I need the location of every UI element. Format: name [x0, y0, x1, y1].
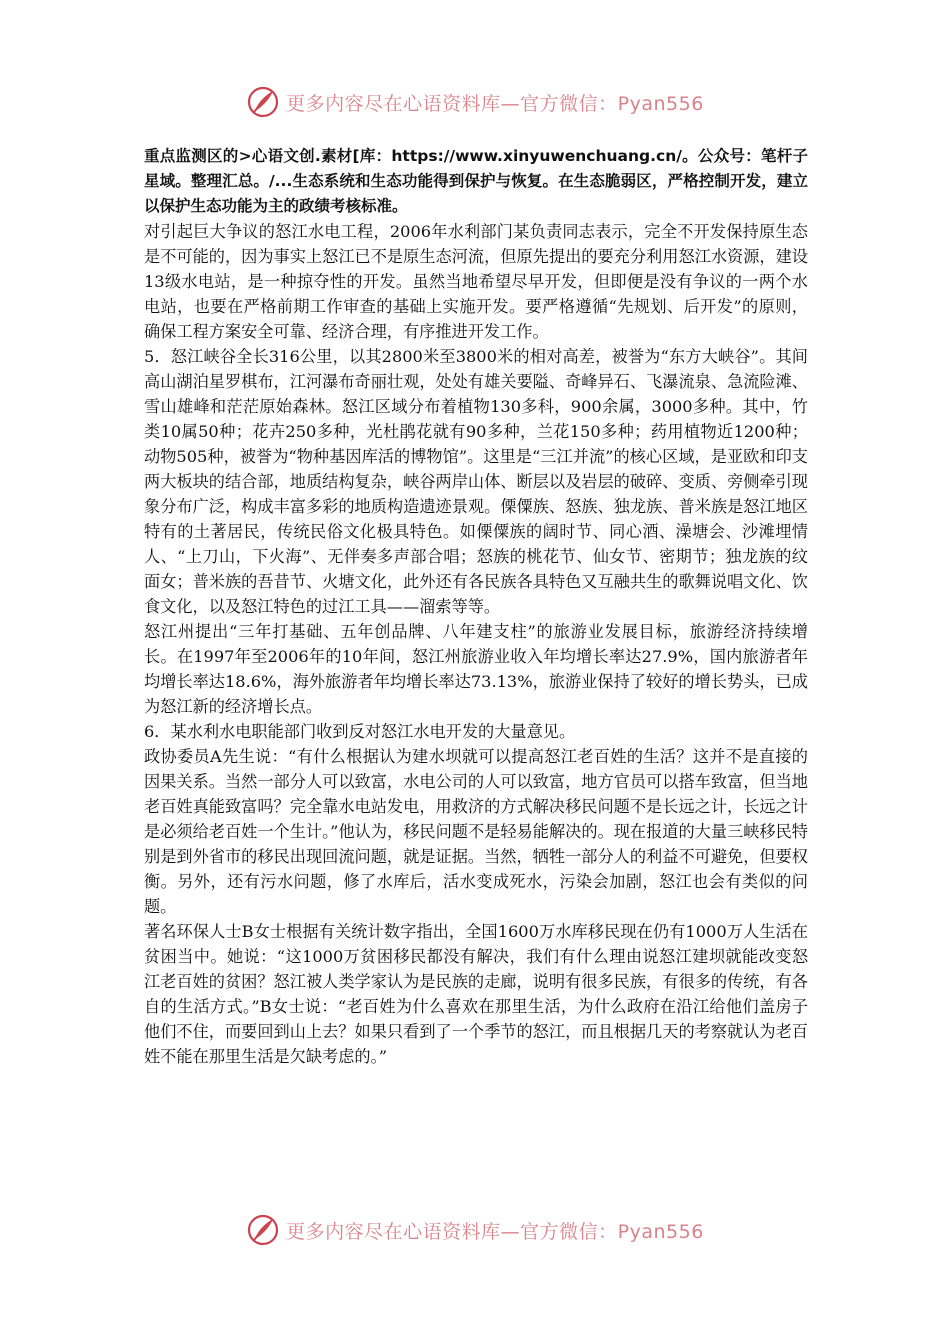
quill-logo-icon — [246, 1213, 280, 1247]
paragraph-ms-b: 著名环保人士B女士根据有关统计数字指出，全国1600万水库移民现在仍有1000万人生活在贫困当中。她说：“这1000万贫困移民都没有解决，我们有什么理由说怒江建坝就能改变怒江老百姓的贫困？怒江被人类学家认为是民族的走廊，说明有很多民族，有很多的传统，有各自的生活方式。”B女士说：“老百姓为什么喜欢在那里生活，为什么政府在沿江给他们盖房子他们不住，而要回到山上去？如果只看到了一个季节的怒江，而且根据几天的考察就认为老百姓不能在那里生活是欠缺考虑的。” — [144, 922, 808, 1066]
paragraph-item-5: 5．怒江峡谷全长316公里，以其2800米至3800米的相对高差，被誉为“东方大峡谷”。其间高山湖泊星罗棋布，江河瀑布奇丽壮观，处处有雄关要隘、奇峰异石、飞瀑流泉、急流险滩、雪山雄峰和茫茫原始森林。怒江区域分布着植物130多科，900余属，3000多种。其中，竹类10属50种；花卉250多种，光杜鹃花就有90多种，兰花150多种；药用植物近1200种；动物505种，被誉为“物种基因库活的博物馆”。这里是“三江并流”的核心区域，是亚欧和印支两大板块的结合部，地质结构复杂，峡谷两岸山体、断层以及岩层的破碎、变质、旁侧牵引现象分布广泛，构成丰富多彩的地质构造遗迹景观。傈僳族、怒族、独龙族、普米族是怒江地区特有的土著居民，传统民俗文化极具特色。如傈僳族的阔时节、同心酒、澡塘会、沙滩埋情人、“上刀山，下火海”、无伴奏多声部合唱；怒族的桃花节、仙女节、密期节；独龙族的纹面女；普米族的吾昔节、火塘文化，此外还有各民族各具特色又互融共生的歌舞说唱文化、饮食文化，以及怒江特色的过江工具——溜索等等。 — [144, 347, 808, 616]
header-watermark — [0, 80, 950, 124]
watermark-text: 更多内容尽在心语资料库—官方微信：Pyan556 — [286, 92, 704, 115]
paragraph-tourism: 怒江州提出“三年打基础、五年创品牌、八年建支柱”的旅游业发展目标，旅游经济持续增长。在1997年至2006年的10年间，怒江州旅游业收入年均增长率达27.9%，国内旅游者年均增长率达18.6%，海外旅游者年均增长率达73.13%，旅游业保持了较好的增长势头，已成为怒江新的经济增长点。 — [144, 622, 808, 716]
quill-logo-icon — [246, 85, 280, 119]
paragraph-nujiang-hydropower: 对引起巨大争议的怒江水电工程，2006年水利部门某负责同志表示，完全不开发保持原生态是不可能的，因为事实上怒江已不是原生态河流，但原先提出的要充分利用怒江水资源，建设13级水电站，是一种掠夺性的开发。虽然当地希望尽早开发，但即便是没有争议的一两个水电站，也要在严格前期工作审查的基础上实施开发。要严格遵循“先规划、后开发”的原则，确保工程方案安全可靠、经济合理，有序推进开发工作。 — [144, 222, 808, 341]
paragraph-mr-a: 政协委员A先生说：“有什么根据认为建水坝就可以提高怒江老百姓的生活？这并不是直接的因果关系。当然一部分人可以致富，水电公司的人可以致富，地方官员可以搭车致富，但当地老百姓真能致富吗？完全靠水电站发电，用救济的方式解决移民问题不是长远之计，长远之计是必须给老百姓一个生计。”他认为，移民问题不是轻易能解决的。现在报道的大量三峡移民特别是到外省市的移民出现回流问题，就是证据。当然，牺牲一部分人的利益不可避免，但要权衡。另外，还有污水问题，修了水库后，活水变成死水，污染会加剧，怒江也会有类似的问题。 — [144, 747, 808, 916]
paragraph-intro: 重点监测区的>心语文创.素材[库：https://www.xinyuwenchuang.cn/。公众号：笔杆子星域。整理汇总。/...生态系统和生态功能得到保护与恢复。在生态脆弱区，严格控制开发，建立以保护生态功能为主的政绩考核标准。 — [144, 147, 808, 215]
document-body — [144, 144, 808, 1069]
paragraph-item-6: 6．某水利水电职能部门收到反对怒江水电开发的大量意见。 — [144, 722, 576, 741]
footer-watermark — [0, 1208, 950, 1252]
watermark-text: 更多内容尽在心语资料库—官方微信：Pyan556 — [286, 1220, 704, 1243]
